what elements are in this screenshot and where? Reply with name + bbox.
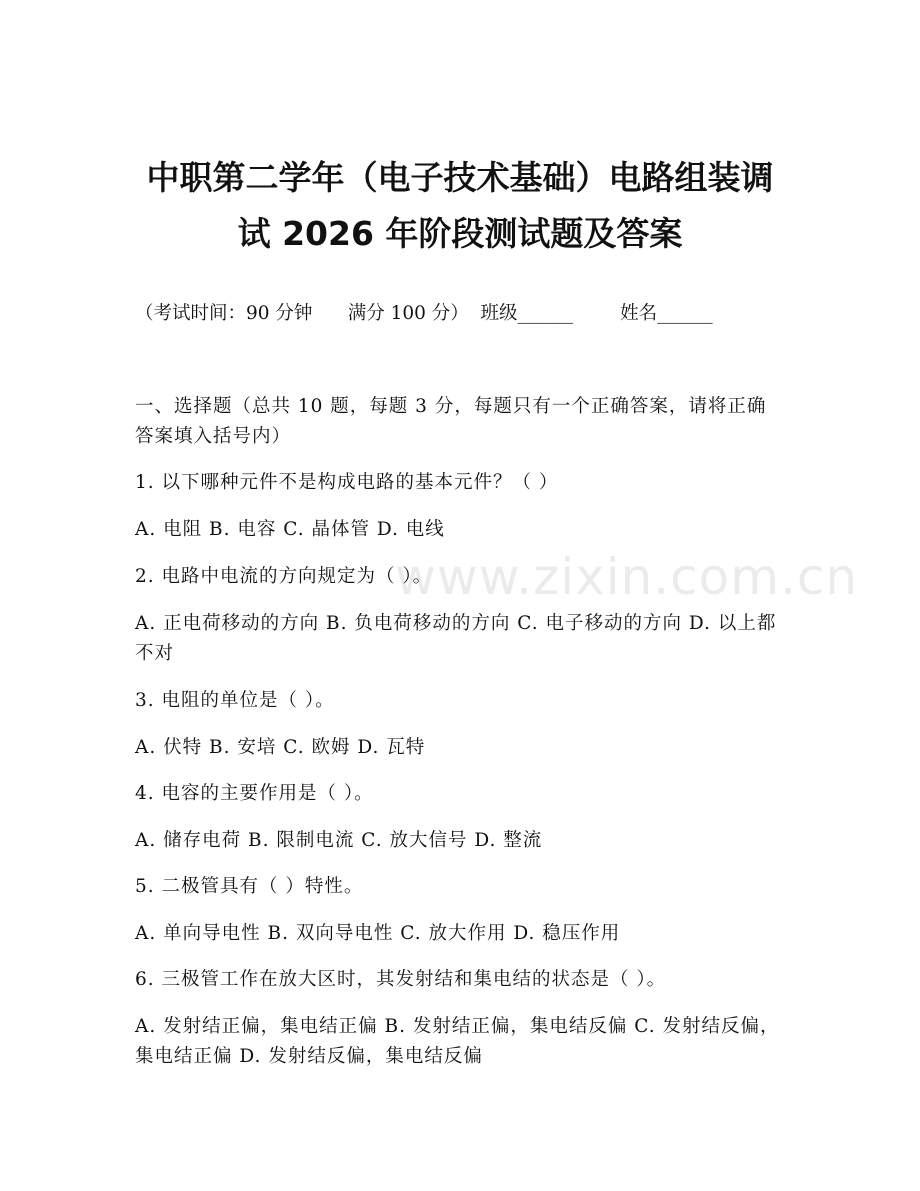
options-2: A. 正电荷移动的方向 B. 负电荷移动的方向 C. 电子移动的方向 D. 以上都不对 — [135, 613, 777, 664]
section-heading: 一、选择题（总共 10 题，每题 3 分，每题只有一个正确答案，请将正确答案填入括号内） — [135, 396, 767, 447]
options-1: A. 电阻 B. 电容 C. 晶体管 D. 电线 — [135, 519, 445, 540]
question-2: 2. 电路中电流的方向规定为（ ）。 — [135, 566, 433, 587]
document-title — [60, 150, 860, 262]
title-line-2: 试 2026 年阶段测试题及答案 — [237, 214, 683, 253]
options-5: A. 单向导电性 B. 双向导电性 C. 放大作用 D. 稳压作用 — [135, 923, 621, 944]
question-5: 5. 二极管具有（ ）特性。 — [135, 876, 364, 897]
question-1: 1. 以下哪种元件不是构成电路的基本元件？（ ） — [135, 472, 559, 493]
question-4: 4. 电容的主要作用是（ ）。 — [135, 783, 374, 804]
watermark: www.zixin.com.cn — [395, 548, 859, 606]
options-4: A. 储存电荷 B. 限制电流 C. 放大信号 D. 整流 — [135, 830, 543, 851]
exam-info: （考试时间：90 分钟 满分 100 分） 班级______ 姓名______ — [135, 303, 713, 324]
title-line-1: 中职第二学年（电子技术基础）电路组装调 — [146, 158, 774, 197]
question-6: 6. 三极管工作在放大区时，其发射结和集电结的状态是（ ）。 — [135, 969, 667, 990]
options-3: A. 伏特 B. 安培 C. 欧姆 D. 瓦特 — [135, 737, 426, 758]
options-6: A. 发射结正偏，集电结正偏 B. 发射结正偏，集电结反偏 C. 发射结反偏，集电结正偏 D. 发射结反偏，集电结反偏 — [135, 1016, 780, 1067]
question-3: 3. 电阻的单位是（ ）。 — [135, 690, 335, 711]
